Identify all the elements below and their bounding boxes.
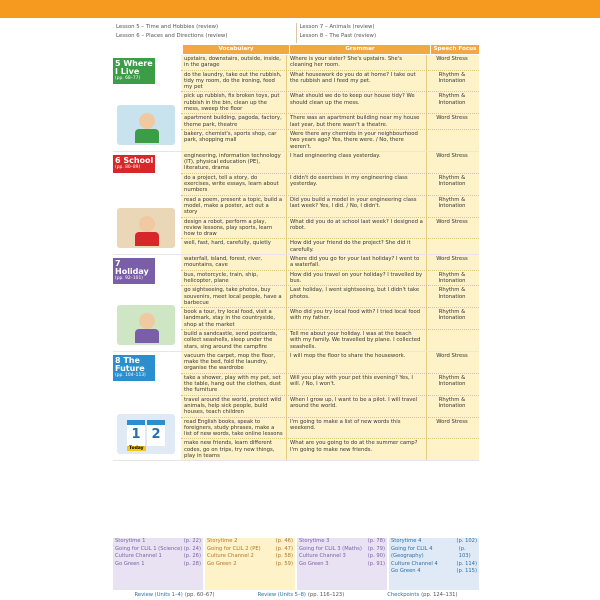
footer-item-page: (p. 78) <box>367 538 385 544</box>
vocabulary-cell: read English books, speak to foreigners, study phrases, make a list of new words, take online lessons <box>181 418 287 439</box>
vocabulary-cell: upstairs, downstairs, outside, inside, in the garage <box>181 55 287 70</box>
speech-focus-cell: Word Stress <box>436 352 468 359</box>
unit-pages: (pp. 80–89) <box>115 164 141 170</box>
unit-title-tab[interactable] <box>113 355 155 381</box>
vocabulary-cell: engineering, information technology (IT), physical education (PE), literature, drama <box>181 152 287 173</box>
table-row <box>181 330 479 351</box>
footer-item-page: (p. 59) <box>275 560 293 567</box>
unit-pages: (pp. 104–113) <box>115 372 146 378</box>
table-row <box>181 239 479 254</box>
table-row <box>181 92 479 114</box>
footer-item[interactable] <box>113 538 203 546</box>
footer-item[interactable] <box>113 546 203 554</box>
footer-item-page: (p. 79) <box>367 545 385 552</box>
header-spacer <box>113 45 183 54</box>
footer-item[interactable] <box>205 553 295 561</box>
footer-item-label: Storytime 2 <box>207 538 238 544</box>
grammar-cell: Did you build a model in your engineering class last week? Yes, I did. / No, I didn't. <box>287 196 427 217</box>
unit-illustration <box>117 305 175 345</box>
unit-title-tab[interactable] <box>113 155 155 173</box>
grammar-cell: Were there any chemists in your neighbourhood two years ago? Yes, there were. / No, there weren't. <box>287 130 427 151</box>
lesson-column-left <box>113 23 296 43</box>
review-link[interactable] <box>135 592 215 598</box>
grammar-cell: I will mop the floor to share the housework. <box>287 352 427 373</box>
footer-item-page: (p. 28) <box>183 560 201 567</box>
unit-illustration <box>117 105 175 145</box>
speech-focus-cell: Word Stress <box>436 256 468 263</box>
footer-item[interactable] <box>205 546 295 554</box>
review-link[interactable] <box>258 592 345 598</box>
grammar-cell: There was an apartment building near my house last year, but there wasn't a theatre. <box>287 114 427 129</box>
unit-block <box>113 352 479 461</box>
footer-item-label: Culture Channel 4 <box>391 560 438 567</box>
table-row <box>181 439 479 460</box>
extras-footer <box>113 538 479 590</box>
review-pages: (pp. 116–123) <box>307 592 345 598</box>
contents-page <box>113 18 479 600</box>
table-row <box>181 196 479 218</box>
footer-item[interactable] <box>113 553 203 561</box>
unit-pages: (pp. 92–101) <box>115 276 143 282</box>
footer-item-label: Storytime 1 <box>115 538 146 544</box>
unit-header <box>113 255 181 351</box>
footer-item-page: (p. 103) <box>458 545 471 560</box>
character-figure <box>139 216 155 232</box>
footer-item-page: (p. 47) <box>275 545 293 552</box>
footer-item-label: Storytime 3 <box>299 538 330 544</box>
table-row <box>181 71 479 93</box>
vocabulary-cell: design a robot, perform a play, review lessons, play sports, learn how to draw <box>181 218 287 239</box>
vocabulary-cell: pick up rubbish, fix broken toys, put rubbish in the bin, clean up the mess, sweep the floor <box>181 92 287 113</box>
footer-item[interactable] <box>297 546 387 554</box>
speech-focus-cell: Word Stress <box>436 56 468 62</box>
footer-item-label: Going for CLIL 2 (PE) <box>207 545 261 552</box>
speech-focus-cell: Word Stress <box>436 218 468 225</box>
today-label: Today <box>129 446 144 452</box>
vocabulary-cell: well, fast, hard, carefully, quietly <box>181 239 287 254</box>
unit-title-tab[interactable] <box>113 258 155 284</box>
footer-item-page: (p. 26) <box>183 553 201 560</box>
lesson-item: Lesson 8 – The Past (review) <box>299 33 377 39</box>
table-row <box>181 396 479 418</box>
footer-item-page: (p. 114) <box>456 560 477 567</box>
footer-item-label: Culture Channel 3 <box>299 553 346 560</box>
grammar-cell: Where did you go for your last holiday? I went to a waterfall. <box>287 255 427 270</box>
speech-focus-cell <box>427 330 477 351</box>
speech-focus-cell: Rhythm & Intonation <box>438 309 466 322</box>
footer-item-label: Go Green 1 <box>115 560 145 567</box>
table-row <box>181 374 479 396</box>
calendar-day: 1 <box>127 420 145 446</box>
grammar-cell: What did you do at school last week? I designed a robot. <box>287 218 427 239</box>
vocabulary-cell: bus, motorcycle, train, ship, helicopter, plane <box>181 271 287 286</box>
footer-item[interactable] <box>389 561 479 569</box>
footer-item-page: (p. 22) <box>183 538 201 544</box>
footer-item[interactable] <box>205 561 295 569</box>
lesson-column-right <box>296 23 480 43</box>
speech-focus-cell: Word Stress <box>436 115 468 122</box>
footer-column <box>113 538 203 590</box>
top-banner <box>0 0 600 18</box>
table-row <box>181 152 479 174</box>
footer-item-page: (p. 46) <box>275 538 293 544</box>
table-row <box>181 55 479 71</box>
character-figure <box>139 313 155 329</box>
speech-focus-cell <box>427 439 477 460</box>
footer-column <box>205 538 295 590</box>
grammar-cell: How did you travel on your holiday? I travelled by bus. <box>287 271 427 286</box>
vocabulary-cell: make new friends, learn different codes, go on trips, try new things, play in teams <box>181 439 287 460</box>
review-pages: (pp. 60–67) <box>184 592 215 598</box>
unit-title: 7 Holiday <box>115 259 149 277</box>
footer-item[interactable] <box>113 561 203 569</box>
table-header <box>113 45 479 54</box>
unit-rows <box>181 152 479 254</box>
footer-item[interactable] <box>389 538 479 546</box>
table-row <box>181 271 479 287</box>
lesson-item: Lesson 6 – Places and Directions (review) <box>116 33 228 39</box>
footer-item-page: (p. 90) <box>367 553 385 560</box>
unit-rows <box>181 352 479 460</box>
lesson-item: Lesson 5 – Time and Hobbies (review) <box>116 24 219 30</box>
unit-rows <box>181 55 479 151</box>
unit-pages: (pp. 68–77) <box>115 76 141 81</box>
table-row <box>181 218 479 240</box>
unit-title: 5 Where I Live <box>115 59 153 76</box>
grammar-cell: I'm going to make a list of new words this weekend. <box>287 418 427 439</box>
footer-item[interactable] <box>389 546 479 561</box>
header-vocabulary: Vocabulary <box>183 45 289 54</box>
footer-item-label: Go Green 4 <box>391 568 421 575</box>
speech-focus-cell: Rhythm & Intonation <box>438 287 466 300</box>
character-body <box>135 329 159 343</box>
footer-item-label: Going for CLIL 4 (Geography) <box>391 545 433 560</box>
review-link[interactable] <box>387 592 457 598</box>
grammar-cell: Where is your sister? She's upstairs. She's cleaning her room. <box>287 55 427 70</box>
footer-item-label: Storytime 4 <box>391 538 422 544</box>
vocabulary-cell: apartment building, pagoda, factory, theme park, theatre <box>181 114 287 129</box>
speech-focus-cell <box>427 130 477 151</box>
review-pages: (pp. 124–131) <box>421 592 458 598</box>
speech-focus-cell: Rhythm & Intonation <box>438 271 466 284</box>
table-row <box>181 308 479 330</box>
speech-focus-cell: Rhythm & Intonation <box>438 93 466 106</box>
footer-item-page: (p. 102) <box>456 538 477 544</box>
unit-rows <box>181 255 479 351</box>
footer-item-label: Culture Channel 1 <box>115 553 162 560</box>
speech-focus-cell: Rhythm & Intonation <box>438 174 466 188</box>
table-row <box>181 418 479 440</box>
unit-title: 8 The Future <box>115 355 145 373</box>
footer-item[interactable] <box>297 553 387 561</box>
lesson-item: Lesson 7 – Animals (review) <box>299 24 375 30</box>
table-row <box>181 286 479 308</box>
units-table <box>113 55 479 461</box>
lesson-review-list <box>113 23 479 43</box>
review-links <box>113 592 479 598</box>
character-body <box>135 232 159 246</box>
unit-block <box>113 152 479 255</box>
header-grammar: Grammar <box>290 45 430 54</box>
unit-illustration <box>117 208 175 248</box>
table-row <box>181 130 479 151</box>
calendar-icon <box>127 420 165 446</box>
footer-item-label: Going for CLIL 3 (Maths) <box>299 545 362 552</box>
unit-block <box>113 255 479 352</box>
grammar-cell: I didn't do exercises in my engineering class yesterday. <box>287 174 427 195</box>
character-figure <box>139 113 155 129</box>
speech-focus-cell: Word Stress <box>436 152 468 159</box>
vocabulary-cell: travel around the world, protect wild animals, help sick people, build houses, teach children <box>181 396 287 417</box>
unit-block <box>113 55 479 152</box>
character-body <box>135 129 159 143</box>
grammar-cell: What should we do to keep our house tidy? We should clean up the mess. <box>287 92 427 113</box>
table-row <box>181 174 479 196</box>
footer-item-page: (p. 91) <box>367 560 385 567</box>
grammar-cell: What are you going to do at the summer camp? I'm going to make new friends. <box>287 439 427 460</box>
grammar-cell: When I grow up, I want to be a pilot. I will travel around the world. <box>287 396 427 417</box>
footer-item-page: (p. 115) <box>456 568 477 575</box>
footer-column <box>297 538 387 590</box>
speech-focus-cell: Rhythm & Intonation <box>438 396 466 409</box>
vocabulary-cell: go sightseeing, take photos, buy souvenirs, meet local people, have a barbecue <box>181 286 287 307</box>
unit-header <box>113 55 181 151</box>
review-label: Review (Units 5–8) <box>257 592 306 598</box>
unit-title-tab[interactable] <box>113 58 155 84</box>
vocabulary-cell: take a shower, play with my pet, set the table, hang out the clothes, dust the furniture <box>181 374 287 395</box>
footer-item[interactable] <box>297 561 387 569</box>
unit-illustration <box>117 414 175 454</box>
grammar-cell: What housework do you do at home? I take out the rubbish and I feed my pet. <box>287 71 427 92</box>
footer-item-page: (p. 58) <box>275 553 293 560</box>
grammar-cell: Tell me about your holiday. I was at the beach with my family. We travelled by plane. I collected seashells. <box>287 330 427 351</box>
speech-focus-cell <box>427 239 477 254</box>
unit-header <box>113 352 181 460</box>
grammar-cell: Who did you try local food with? I tried local food with my father. <box>287 308 427 329</box>
footer-item-label: Go Green 2 <box>207 560 237 567</box>
grammar-cell: Will you play with your pet this evening? Yes, I will. / No, I won't. <box>287 374 427 395</box>
review-label: Checkpoints <box>387 592 420 598</box>
footer-item-page: (p. 24) <box>183 545 201 552</box>
footer-item-label: Going for CLIL 1 (Science) <box>115 545 183 552</box>
grammar-cell: How did your friend do the project? She did it carefully. <box>287 239 427 254</box>
unit-title: 6 School <box>115 155 154 165</box>
footer-item[interactable] <box>297 538 387 546</box>
grammar-cell: I had engineering class yesterday. <box>287 152 427 173</box>
vocabulary-cell: build a sandcastle, send postcards, collect seashells, sleep under the stars, sing around the campfire <box>181 330 287 351</box>
table-row <box>181 114 479 130</box>
speech-focus-cell: Rhythm & Intonation <box>438 71 466 84</box>
grammar-cell: Last holiday, I went sightseeing, but I didn't take photos. <box>287 286 427 307</box>
vocabulary-cell: read a poem, present a topic, build a model, make a poster, act out a story <box>181 196 287 217</box>
speech-focus-cell: Rhythm & Intonation <box>438 196 466 209</box>
review-label: Review (Units 1–4) <box>134 592 183 598</box>
header-speech-focus: Speech Focus <box>431 45 479 54</box>
footer-item-label: Culture Channel 2 <box>207 553 254 560</box>
table-row <box>181 352 479 374</box>
unit-header <box>113 152 181 254</box>
vocabulary-cell: bakery, chemist's, sports shop, car park, shopping mall <box>181 130 287 151</box>
table-row <box>181 255 479 271</box>
footer-item[interactable] <box>389 568 479 576</box>
vocabulary-cell: book a tour, try local food, visit a landmark, stay in the countryside, shop at the market <box>181 308 287 329</box>
footer-column <box>389 538 479 590</box>
speech-focus-cell: Word Stress <box>436 418 468 425</box>
vocabulary-cell: do the laundry, take out the rubbish, tidy my room, do the ironing, feed my pet <box>181 71 287 92</box>
footer-item-label: Go Green 3 <box>299 560 329 567</box>
vocabulary-cell: do a project, tell a story, do exercises, write essays, learn about numbers <box>181 174 287 195</box>
calendar-day: 2 <box>147 420 165 446</box>
speech-focus-cell: Rhythm & Intonation <box>438 374 466 388</box>
vocabulary-cell: waterfall, island, forest, river, mountains, cave <box>181 255 287 270</box>
vocabulary-cell: vacuum the carpet, mop the floor, make the bed, fold the laundry, organise the wardrobe <box>181 352 287 373</box>
footer-item[interactable] <box>205 538 295 546</box>
